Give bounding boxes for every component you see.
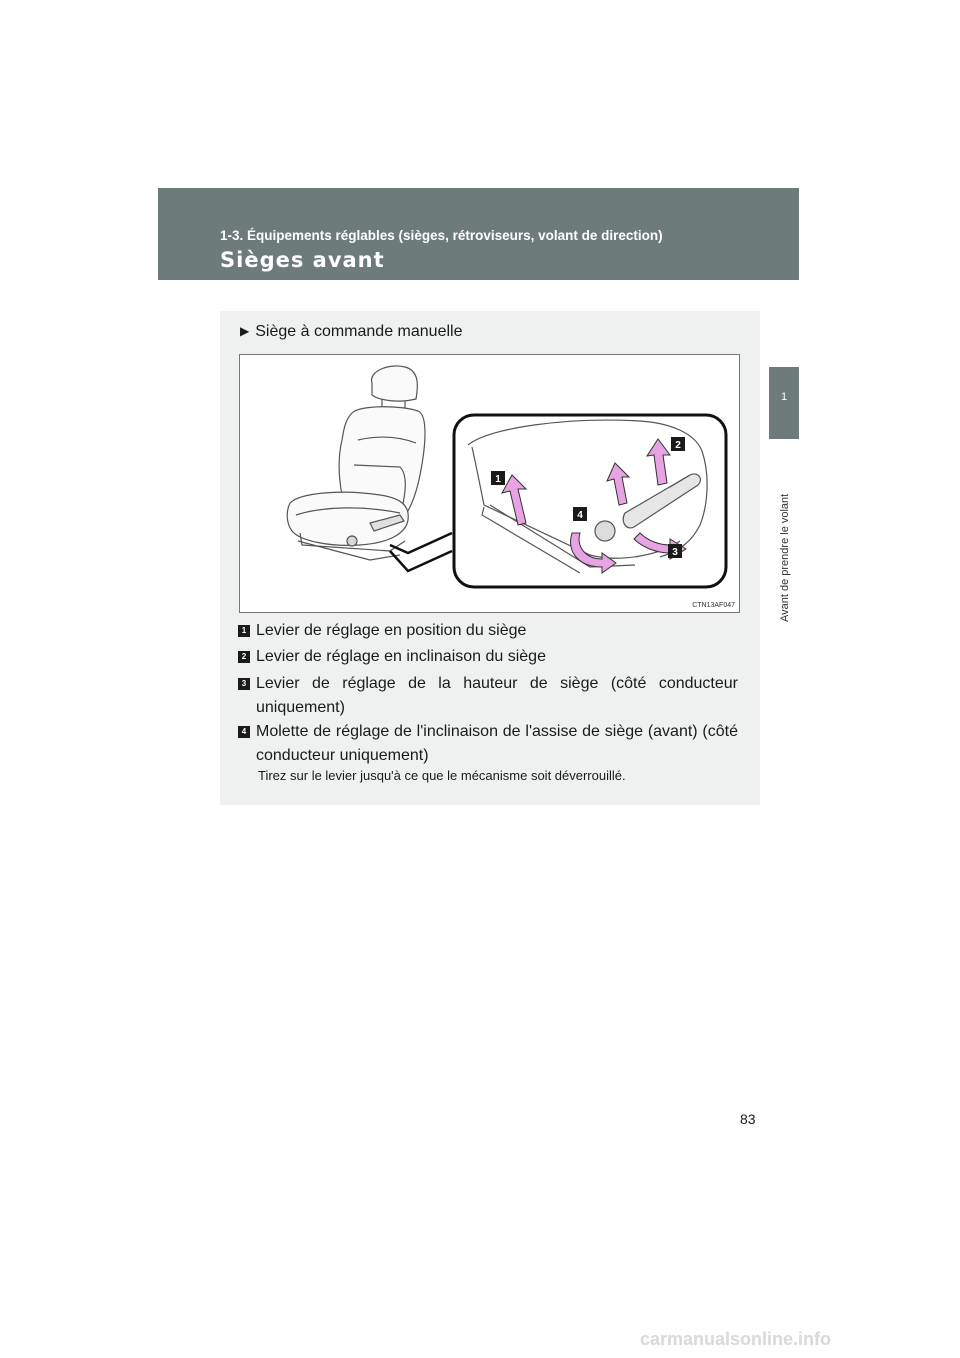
item-number-badge: 2: [238, 651, 250, 663]
note-text: Tirez sur le levier jusqu'à ce que le mécanisme soit déverrouillé.: [258, 768, 626, 783]
item-number-badge: 3: [238, 678, 250, 690]
item-number-badge: 4: [238, 726, 250, 738]
chapter-tab[interactable]: [769, 367, 799, 439]
page-number: 83: [740, 1111, 756, 1127]
chapter-tab-caption: [770, 447, 800, 627]
svg-text:2: 2: [675, 440, 681, 451]
chapter-caption-text: Avant de prendre le volant: [779, 493, 791, 622]
section-header: [158, 188, 799, 280]
list-item: [238, 672, 738, 720]
callout-tag-2: [671, 437, 685, 451]
callout-tag-3: [668, 544, 682, 558]
chapter-tab-number: 1: [780, 391, 788, 403]
item-number-badge: 1: [238, 625, 250, 637]
section-label: 1-3. Équipements réglables (sièges, rétroviseurs, volant de direction): [220, 228, 663, 243]
subheading-text: Siège à commande manuelle: [255, 323, 463, 340]
subheading: [240, 323, 462, 341]
svg-text:4: 4: [577, 510, 583, 521]
item-text: Molette de réglage de l'inclinaison de l'assise de siège (avant) (côté conducteur uniquement): [256, 723, 738, 764]
list-item: [238, 720, 738, 768]
seat-illustration: [239, 354, 740, 613]
list-item: [238, 645, 738, 669]
seat-diagram: [240, 355, 739, 612]
page-title: Sièges avant: [220, 248, 385, 272]
list-item: [238, 619, 738, 643]
svg-text:3: 3: [672, 547, 678, 558]
callout-tag-4: [573, 507, 587, 521]
svg-text:1: 1: [495, 474, 501, 485]
content-panel: [220, 311, 760, 805]
item-text: Levier de réglage de la hauteur de siège (côté conducteur uniquement): [256, 675, 738, 716]
watermark: carmanualsonline.info: [640, 1329, 832, 1349]
illustration-code: CTN13AF047: [692, 602, 735, 609]
callout-tag-1: [491, 471, 505, 485]
triangle-bullet-icon: ▶: [240, 324, 250, 338]
item-text: Levier de réglage en inclinaison du siège: [256, 648, 546, 665]
item-text: Levier de réglage en position du siège: [256, 622, 527, 639]
